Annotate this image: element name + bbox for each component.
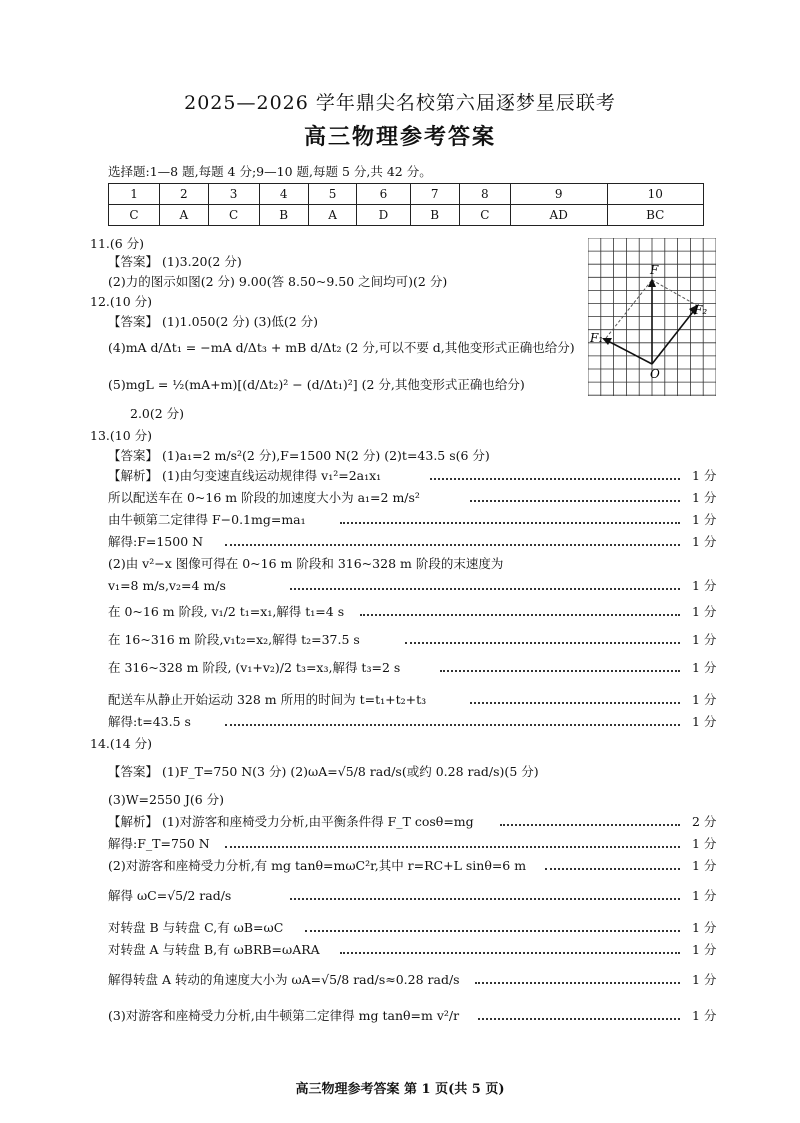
solution-line: (2)对游客和座椅受力分析,有 mg tanθ=mωC²r,其中 r=RC+L sinθ=6 m	[108, 858, 527, 873]
dot-leader	[478, 1018, 680, 1020]
score-value: 1 分	[692, 512, 717, 527]
q-number: 3	[208, 184, 259, 205]
q-number: 5	[308, 184, 356, 205]
dot-leader	[470, 500, 680, 502]
solution-line: 解得:F=1500 N	[108, 534, 204, 549]
exam-title: 2025—2026 学年鼎尖名校第六届逐梦星辰联考	[184, 92, 616, 114]
solution-line: 解得转盘 A 转动的角速度大小为 ωA=√5/8 rad/s≈0.28 rad/s	[108, 972, 460, 987]
question-number-row	[109, 184, 704, 205]
dot-leader	[405, 642, 680, 644]
dot-leader	[340, 952, 680, 954]
solution-line: 解得:F_T=750 N	[108, 836, 210, 851]
arrowhead	[648, 278, 656, 287]
dot-leader	[290, 588, 680, 590]
q-number: 9	[510, 184, 607, 205]
dot-leader	[225, 544, 680, 546]
force-diagram	[588, 238, 716, 396]
answer-row	[109, 205, 704, 226]
q-answer: C	[109, 205, 160, 226]
score-value: 1 分	[692, 660, 717, 675]
solution-line: (3)对游客和座椅受力分析,由牛顿第二定律得 mg tanθ=m v²/r	[108, 1008, 460, 1023]
q-answer: D	[357, 205, 410, 226]
solution-line: 解得:t=43.5 s	[108, 714, 191, 729]
solution-line: 【解析】 (1)由匀变速直线运动规律得 v₁²=2a₁x₁	[108, 468, 382, 483]
score-value: 2 分	[692, 814, 717, 829]
solution-line: 13.(10 分)	[90, 428, 153, 443]
solution-line: 【答案】 (1)F_T=750 N(3 分) (2)ωA=√5/8 rad/s(或约 0.28 rad/s)(5 分)	[108, 764, 539, 779]
q-number: 10	[607, 184, 703, 205]
score-value: 1 分	[692, 836, 717, 851]
q-answer: B	[410, 205, 459, 226]
solution-line: 在 0~16 m 阶段, v₁/2 t₁=x₁,解得 t₁=4 s	[108, 604, 345, 619]
solution-line: (4)mA d/Δt₁ = −mA d/Δt₃ + mB d/Δt₂ (2 分,可以不要 d,其他变形式正确也给分)	[108, 340, 575, 355]
dot-leader	[430, 478, 680, 480]
score-value: 1 分	[692, 1008, 717, 1023]
q-number: 8	[459, 184, 510, 205]
dot-leader	[360, 614, 680, 616]
solution-line: 12.(10 分)	[90, 294, 153, 309]
solution-line: 对转盘 B 与转盘 C,有 ωB=ωC	[108, 920, 284, 935]
q-answer: B	[259, 205, 308, 226]
q-answer: A	[160, 205, 208, 226]
score-value: 1 分	[692, 692, 717, 707]
solution-line: 解得 ωC=√5/2 rad/s	[108, 888, 232, 903]
label-f: F	[650, 263, 659, 277]
dot-leader	[545, 868, 680, 870]
score-value: 1 分	[692, 604, 717, 619]
solution-line: 11.(6 分)	[90, 236, 145, 251]
solution-line: 14.(14 分)	[90, 736, 153, 751]
solution-line: 【答案】 (1)3.20(2 分)	[108, 254, 242, 269]
solution-line: 配送车从静止开始运动 328 m 所用的时间为 t=t₁+t₂+t₃	[108, 692, 427, 707]
dashed-line	[652, 280, 698, 306]
label-f1: F₁	[590, 331, 604, 345]
score-value: 1 分	[692, 920, 717, 935]
dot-leader	[225, 724, 680, 726]
page-footer: 高三物理参考答案 第 1 页(共 5 页)	[295, 1082, 505, 1097]
dot-leader	[340, 522, 680, 524]
label-f2: F₂	[694, 303, 708, 317]
score-value: 1 分	[692, 534, 717, 549]
q-answer: A	[308, 205, 356, 226]
solution-line: (5)mgL = ½(mA+m)[(d/Δt₂)² − (d/Δt₁)²] (2 分,其他变形式正确也给分)	[108, 377, 525, 392]
vector-f1	[606, 340, 652, 364]
q-number: 2	[160, 184, 208, 205]
page-title: 高三物理参考答案	[303, 124, 496, 150]
solution-line: 【答案】 (1)a₁=2 m/s²(2 分),F=1500 N(2 分) (2)t=43.5 s(6 分)	[108, 448, 490, 463]
solution-line: 在 316~328 m 阶段, (v₁+v₂)/2 t₃=x₃,解得 t₃=2 s	[108, 660, 401, 675]
dashed-line	[606, 280, 652, 338]
q-answer: C	[459, 205, 510, 226]
score-value: 1 分	[692, 490, 717, 505]
score-value: 1 分	[692, 714, 717, 729]
score-value: 1 分	[692, 972, 717, 987]
dot-leader	[225, 846, 680, 848]
q-number: 1	[109, 184, 160, 205]
score-value: 1 分	[692, 578, 717, 593]
dot-leader	[475, 982, 680, 984]
score-value: 1 分	[692, 632, 717, 647]
dot-leader	[440, 670, 680, 672]
dot-leader	[470, 702, 680, 704]
q-answer: C	[208, 205, 259, 226]
solution-line: 在 16~316 m 阶段,v₁t₂=x₂,解得 t₂=37.5 s	[108, 632, 360, 647]
answer-table	[108, 183, 704, 226]
solution-line: 由牛顿第二定律得 F−0.1mg=ma₁	[108, 512, 306, 527]
score-value: 1 分	[692, 888, 717, 903]
solution-line: 【解析】 (1)对游客和座椅受力分析,由平衡条件得 F_T cosθ=mg	[108, 814, 474, 829]
solution-line: (2)力的图示如图(2 分) 9.00(答 8.50~9.50 之间均可)(2 分)	[108, 274, 448, 289]
solution-line: v₁=8 m/s,v₂=4 m/s	[108, 578, 226, 593]
solution-line: 【答案】 (1)1.050(2 分) (3)低(2 分)	[108, 314, 319, 329]
q-answer: BC	[607, 205, 703, 226]
dot-leader	[500, 824, 680, 826]
q-answer: AD	[510, 205, 607, 226]
label-o: O	[650, 367, 660, 381]
q-number: 7	[410, 184, 459, 205]
dot-leader	[290, 898, 680, 900]
q-number: 4	[259, 184, 308, 205]
solution-line: (3)W=2550 J(6 分)	[108, 792, 225, 807]
score-value: 1 分	[692, 942, 717, 957]
score-value: 1 分	[692, 858, 717, 873]
solution-line: 2.0(2 分)	[130, 406, 185, 421]
q-number: 6	[357, 184, 410, 205]
solution-line: (2)由 v²−x 图像可得在 0~16 m 阶段和 316~328 m 阶段的末速度为	[108, 556, 504, 571]
score-value: 1 分	[692, 468, 717, 483]
solution-line: 所以配送车在 0~16 m 阶段的加速度大小为 a₁=2 m/s²	[108, 490, 420, 505]
selection-intro: 选择题:1—8 题,每题 4 分;9—10 题,每题 5 分,共 42 分。	[108, 164, 432, 179]
solution-line: 对转盘 A 与转盘 B,有 ωBRB=ωARA	[108, 942, 320, 957]
dot-leader	[305, 930, 680, 932]
